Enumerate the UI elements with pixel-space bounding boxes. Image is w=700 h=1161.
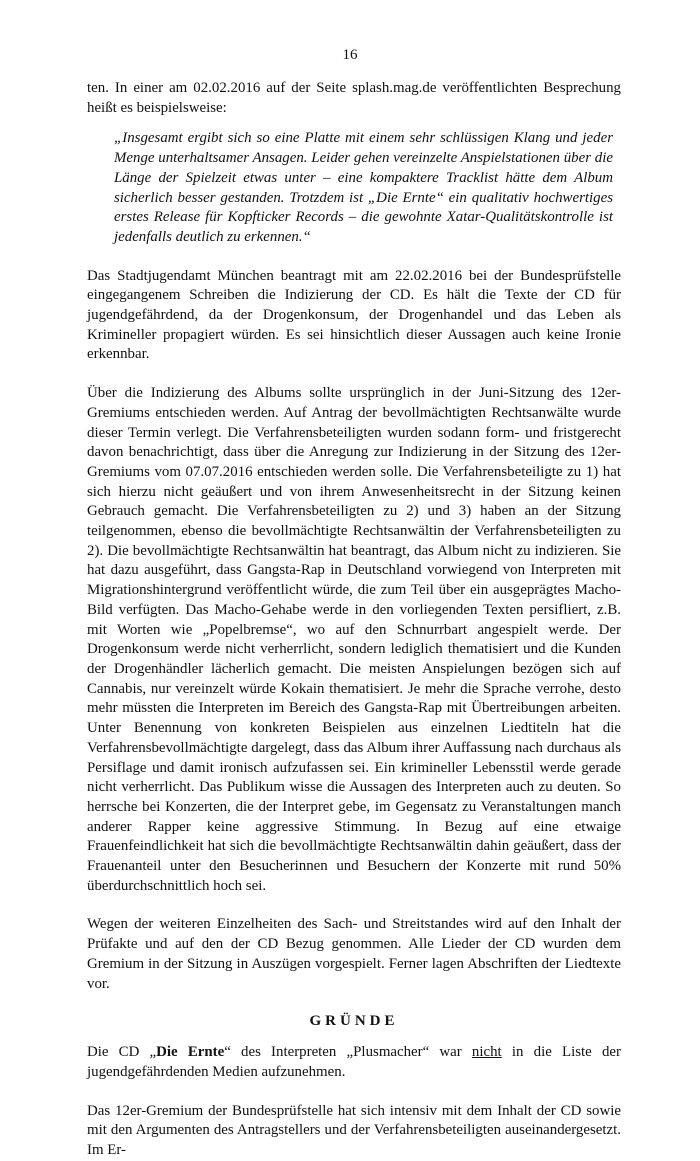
paragraph-proceedings: Über die Indizierung des Albums sollte ursprünglich in der Juni-Sitzung des 12er-Gremiums entschieden werden. Auf Antrag der bevollmächtigten Rechtsanwälte wurde dieser Termin verlegt. Die Verfahrensbeteiligten wurden sodann form- und fristgerecht davon benachrichtigt, dass über die Anregung zur Indizierung in der Sitzung des 12er-Gremiums vom 07.07.2016 entschieden werden solle. Die Verfahrensbeteiligte zu 1) hat sich hierzu nicht geäußert und von ihrem Anwesenheitsrecht in der Sitzung keinen Gebrauch gemacht. Die Verfahrensbeteiligten zu 2) und 3) haben an der Sitzung teilgenommen, ebenso die bevollmächtigte Rechtsanwältin der Verfahrensbeteiligten zu 2). Die bevollmächtigte Rechtsanwältin hat beantragt, das Album nicht zu indizieren. Sie hat dazu ausgeführt, dass Gangsta-Rap in Deutschland vorwiegend von Interpreten mit Migrationshintergrund veröffentlicht würde, die zum Teil über ein ausgeprägtes Macho-Bild verfügten. Das Macho-Gehabe werde in den vorliegenden Texten persifliert, z.B. mit Worten wie „Popelbremse“, wo auf den Schnurrbart angespielt werde. Der Drogenkonsum werde nicht verherrlicht, sondern lediglich thematisiert und die Kunden der Drogenhändler lächerlich gemacht. Die meisten Anspielungen bezögen sich auf Cannabis, nur vereinzelt würde Kokain thematisiert. Je mehr die Sprache verrohe, desto mehr müssten die Interpreten im Bereich des Gangsta-Rap mit Übertreibungen arbeiten. Unter Benennung von konkreten Beispielen aus einzelnen Liedtiteln hat die Verfahrensbevollmächtigte dargelegt, dass das Album ihrer Auffassung nach durchaus als Persiflage und damit ironisch aufzufassen sei. Ein krimineller Lebensstil werde gerade nicht verherrlicht. Das Publikum wisse die Aussagen des Interpreten auch zu deuten. So herrsche bei Konzerten, die der Interpret gebe, im Gegensatz zu Veranstaltungen manch anderer Rapper keine aggressive Stimmung. In Bezug auf eine etwaige Frauenfeindlichkeit hat sich die bevollmächtigte Rechtsanwältin dahin geäußert, dass der Frauenanteil unter den Besucherinnen und Besuchern der Konzerte mit rund 50% überdurchschnittlich hoch sei.	[87, 385, 621, 894]
decision-paragraph	[87, 1043, 621, 1082]
paragraph-reference: Wegen der weiteren Einzelheiten des Sach- und Streitstandes wird auf den Inhalt der Prüfakte und auf den der CD Bezug genommen. Alle Lieder der CD wurden dem Gremium in der Sitzung in Auszügen vorgespielt. Ferner lagen Abschriften der Liedtexte vor.	[87, 916, 621, 992]
section-heading-gruende: GRÜNDE	[309, 1013, 399, 1030]
page-number: 16	[342, 47, 358, 63]
review-quote: „Insgesamt ergibt sich so eine Platte mit einem sehr schlüssigen Klang und jeder Menge unterhaltsamer Ansagen. Leider gehen vereinzelte Anspielstationen über die Länge der Spielzeit etwas unter – eine kompaktere Tracklist hätte dem Album sicherlich besser gestanden. Trotzdem ist „Die Ernte“ ein qualitativ hochwertiges erstes Release für Kopfticker Records – die gewohnte Xatar-Qualitätskontrolle ist jedenfalls deutlich zu erkennen.“	[114, 130, 613, 245]
paragraph-application: Das Stadtjugendamt München beantragt mit am 22.02.2016 bei der Bundesprüfstelle eingegangenem Schreiben die Indizierung der CD. Es hält die Texte der CD für jugendgefährdend, da der Drogenkonsum, der Drogenhandel und das Leben als Krimineller propagiert würden. Es sei hinsichtlich dieser Aussagen auch keine Ironie erkennbar.	[87, 267, 621, 363]
page-content	[87, 79, 621, 1161]
album-title: Die Ernte	[156, 1044, 225, 1061]
decision-text-end: in die Liste der jugendgefährdenden Medien aufzunehmen.	[87, 1044, 621, 1080]
decision-text-start: Die CD „	[87, 1044, 157, 1061]
negation-underlined: nicht	[471, 1044, 502, 1061]
decision-text-middle: “ des Interpreten „Plusmacher“ war	[224, 1044, 472, 1061]
paragraph-deliberation: Das 12er-Gremium der Bundesprüfstelle hat sich intensiv mit dem Inhalt der CD sowie mit den Argumenten des Antragstellers und der Verfahrensbeteiligten auseinandergesetzt. Im Er-	[87, 1102, 621, 1159]
intro-paragraph: ten. In einer am 02.02.2016 auf der Seite splash.mag.de veröffentlichten Besprechung heißt es beispielsweise:	[87, 80, 621, 116]
